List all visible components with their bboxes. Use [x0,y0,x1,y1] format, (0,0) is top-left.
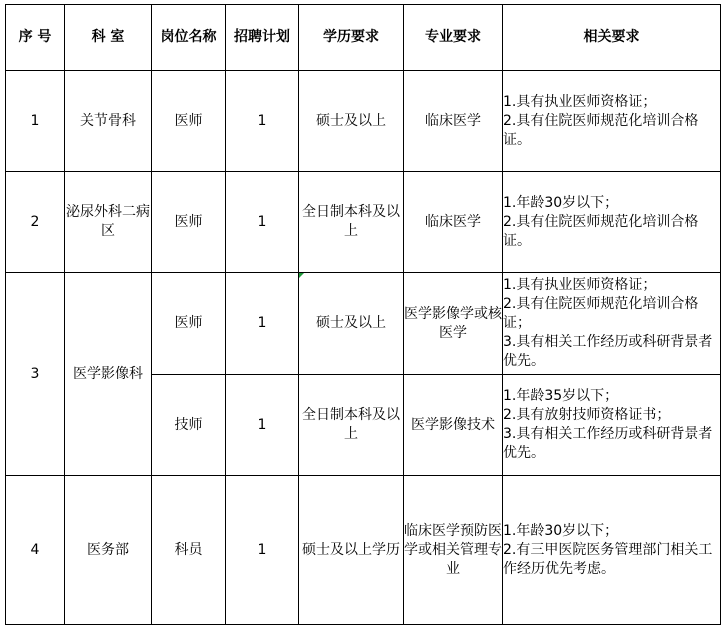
header-requirements: 相关要求 [503,5,721,71]
cell-requirements [503,476,721,625]
header-education: 学历要求 [299,5,404,71]
cell-seq: 1 [6,71,65,172]
requirement-line: 2.具有放射技师资格证书； [503,407,671,423]
header-plan: 招聘计划 [226,5,299,71]
requirement-line: 1.年龄30岁以下； [503,522,619,539]
cell-dept: 医务部 [65,476,152,625]
cell-position: 医师 [152,71,226,172]
requirement-line: 1.具有执业医师资格证； [503,277,657,293]
cell-seq: 2 [6,172,65,273]
cell-dept: 泌尿外科二病区 [65,172,152,273]
cell-major: 医学影像技术 [404,375,503,476]
cell-education: 硕士及以上 [299,273,404,375]
cell-requirements [503,273,721,375]
header-position: 岗位名称 [152,5,226,71]
recruitment-table [5,4,721,625]
cell-education: 全日制本科及以上 [299,172,404,273]
requirement-line: 3.具有相关工作经历或科研背景者优先。 [503,426,713,461]
cell-education: 硕士及以上 [299,71,404,172]
cell-education: 硕士及以上学历 [299,476,404,625]
cell-requirements [503,71,721,172]
cell-position: 医师 [152,172,226,273]
requirement-line: 2.具有住院医师规范化培训合格证。 [503,112,699,148]
cell-requirements [503,375,721,476]
header-major: 专业要求 [404,5,503,71]
cell-education: 全日制本科及以上 [299,375,404,476]
table-row [6,172,721,273]
cell-plan: 1 [226,375,299,476]
cell-major: 临床医学 [404,71,503,172]
cell-major: 医学影像学或核医学 [404,273,503,375]
requirement-line: 2.有三甲医院医务管理部门相关工作经历优先考虑。 [503,541,713,577]
table-row [6,273,721,375]
cell-plan: 1 [226,71,299,172]
cell-position: 医师 [152,273,226,375]
cell-dept: 医学影像科 [65,273,152,476]
requirement-line: 1.具有执业医师资格证； [503,93,657,110]
requirement-line: 2.具有住院医师规范化培训合格证； [503,296,699,331]
cell-position: 科员 [152,476,226,625]
cell-major: 临床医学预防医学或相关管理专业 [404,476,503,625]
header-seq: 序 号 [6,5,65,71]
cell-seq: 4 [6,476,65,625]
requirement-line: 3.具有相关工作经历或科研背景者优先。 [503,334,713,369]
cell-dept: 关节骨科 [65,71,152,172]
requirement-line: 1.年龄30岁以下； [503,194,619,211]
requirement-line: 1.年龄35岁以下； [503,388,619,404]
header-dept: 科 室 [65,5,152,71]
requirement-line: 2.具有住院医师规范化培训合格证。 [503,213,699,249]
cell-plan: 1 [226,172,299,273]
cell-plan: 1 [226,273,299,375]
cell-requirements [503,172,721,273]
cell-major: 临床医学 [404,172,503,273]
header-row [6,5,721,71]
cell-position: 技师 [152,375,226,476]
table-row [6,71,721,172]
table-row [6,476,721,625]
cell-seq: 3 [6,273,65,476]
cell-plan: 1 [226,476,299,625]
